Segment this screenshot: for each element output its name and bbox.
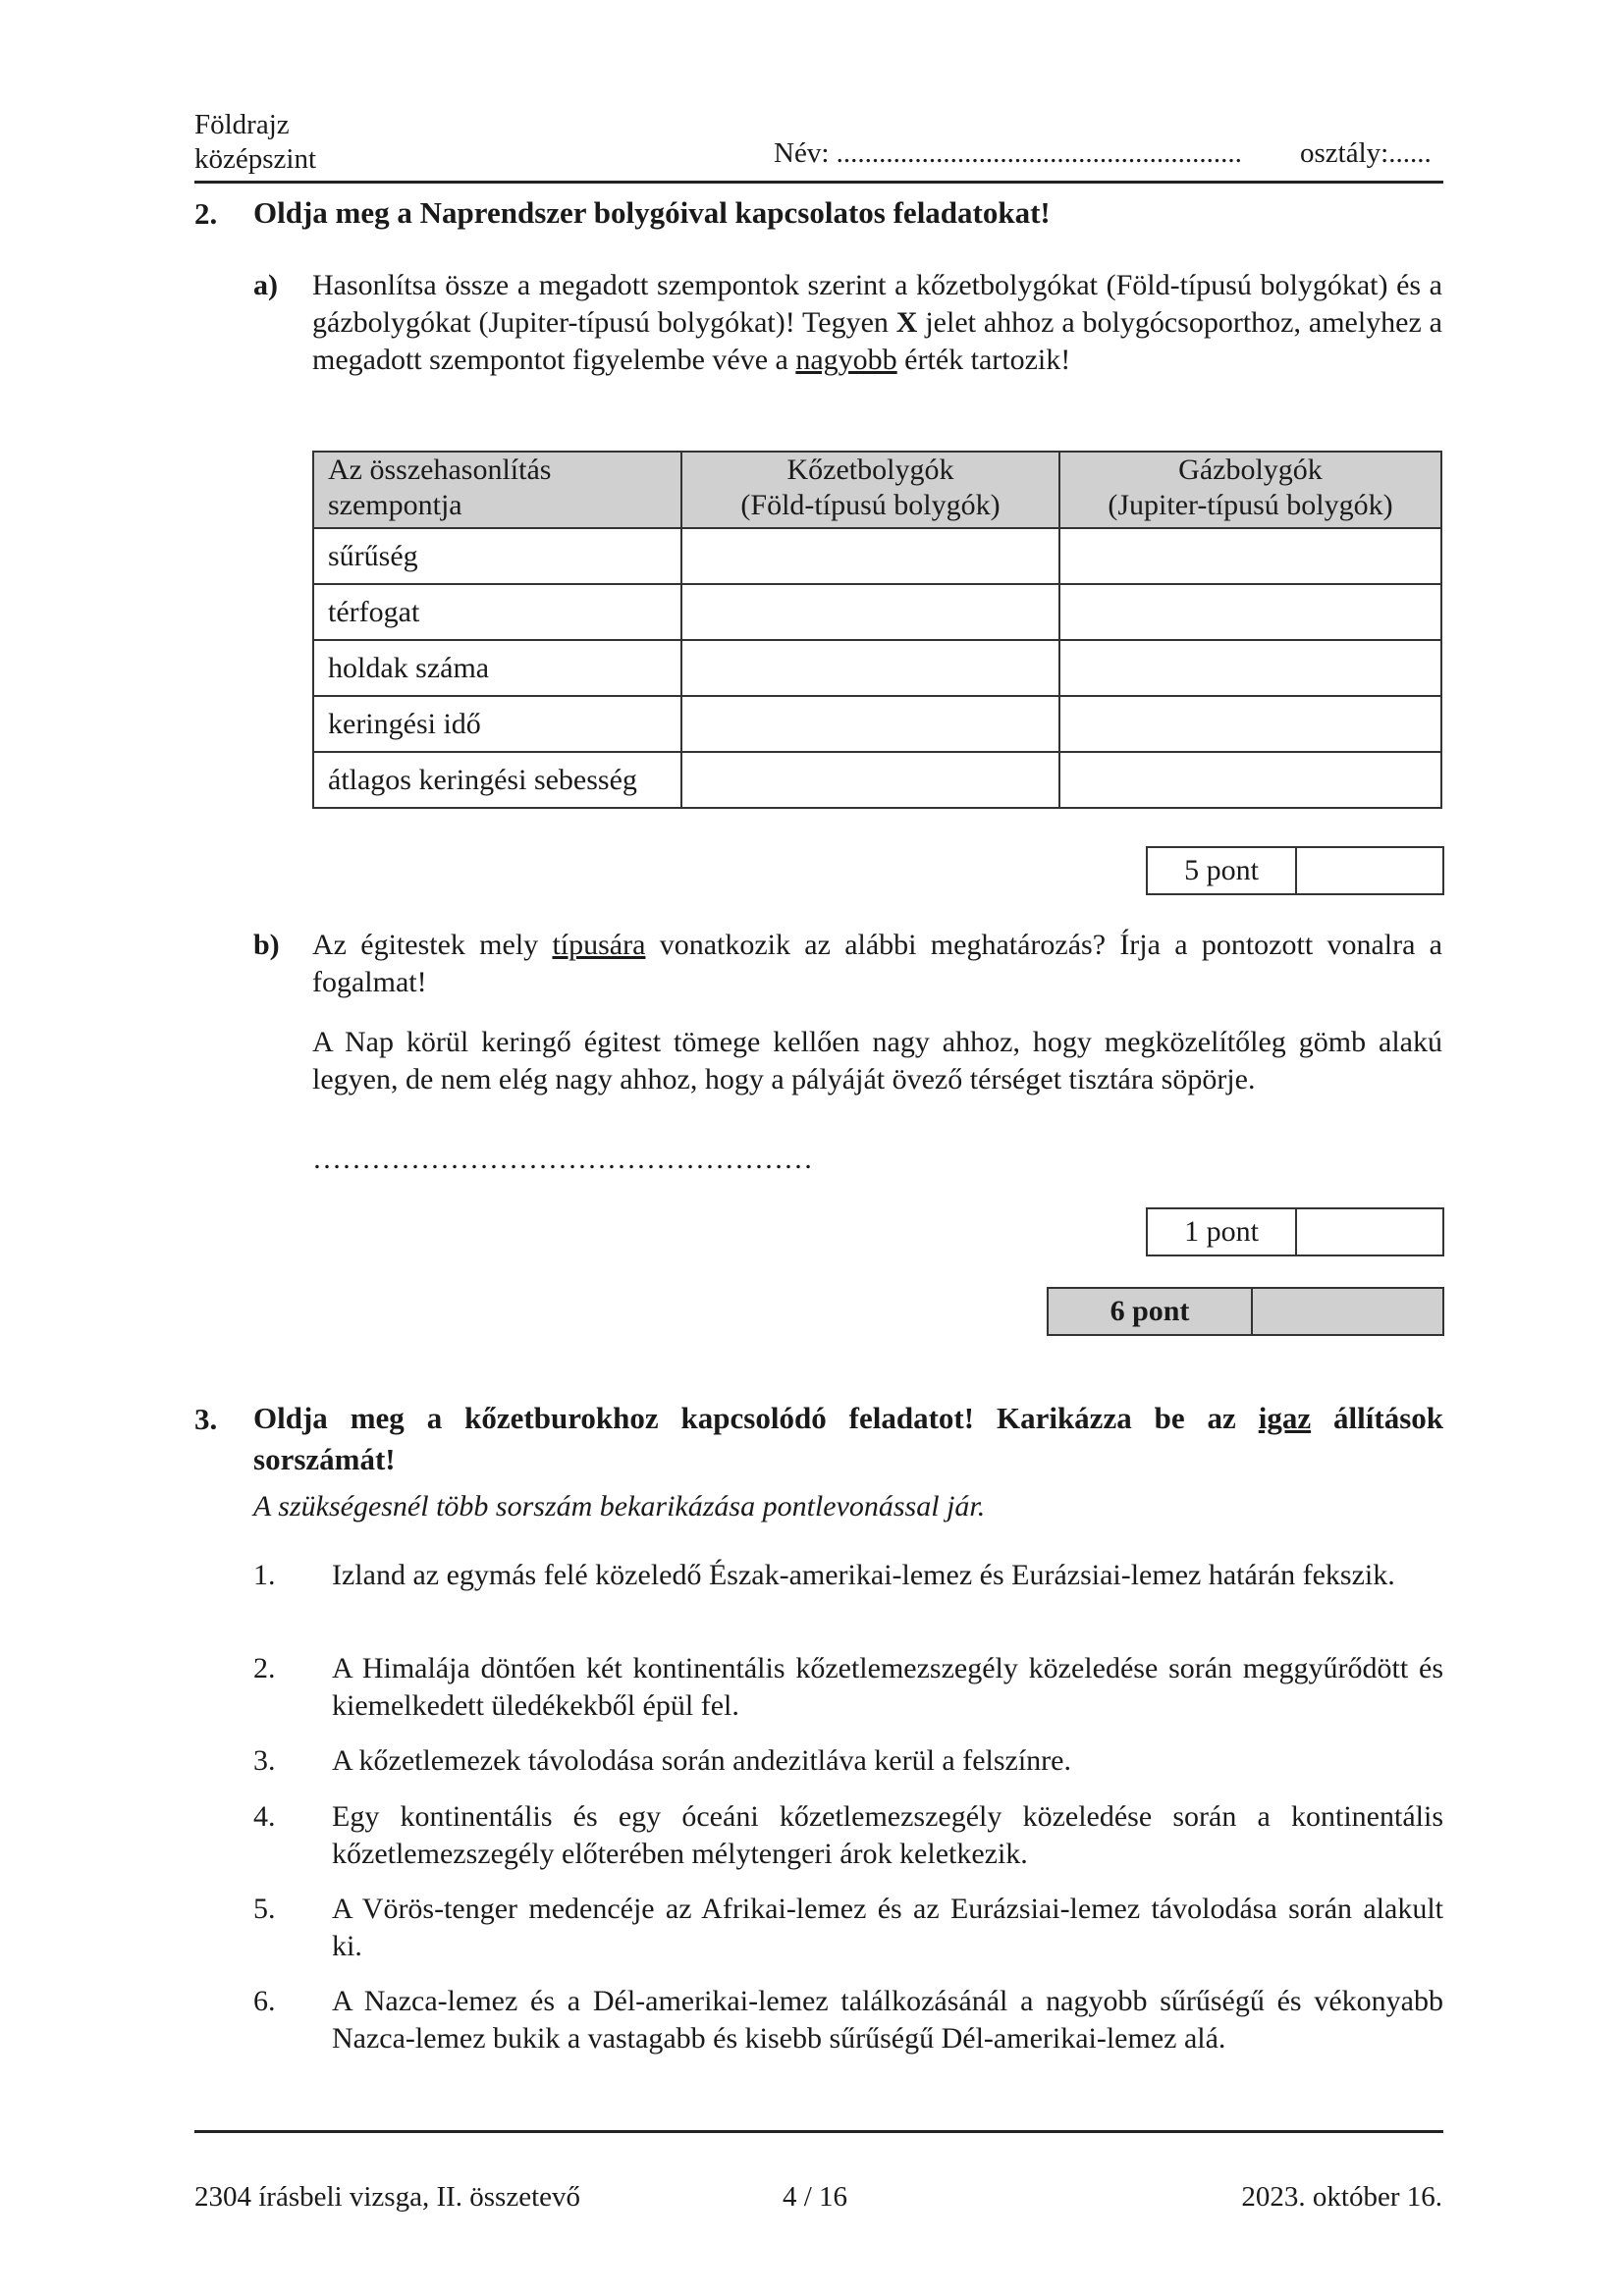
table-row — [313, 528, 1441, 584]
score-label: 1 pont — [1148, 1209, 1297, 1255]
table-row — [313, 752, 1441, 808]
table-row — [313, 696, 1441, 752]
answer-cell-gas[interactable] — [1059, 528, 1441, 584]
task2-title: Oldja meg a Naprendszer bolygóival kapcsolatos feladatokat! — [253, 195, 1051, 230]
total-score-input[interactable] — [1253, 1289, 1442, 1334]
item-number[interactable]: 4. — [253, 1800, 276, 1833]
total-score-box — [1047, 1287, 1444, 1336]
table-header-row — [313, 452, 1441, 528]
score-input[interactable] — [1297, 848, 1442, 893]
list-item[interactable] — [253, 1650, 1443, 1725]
item-text: A Vörös-tenger medencéje az Afrikai-lemez és az Eurázsiai-lemez távolodása során alakult ki. — [332, 1893, 1443, 1962]
answer-cell-gas[interactable] — [1059, 640, 1441, 696]
list-item[interactable] — [253, 1983, 1443, 2057]
subject-level: középszint — [194, 143, 317, 175]
table-row — [313, 584, 1441, 640]
answer-line[interactable]: …………………………………………… — [312, 1143, 813, 1175]
footer-exam-info: 2304 írásbeli vizsga, II. összetevő — [194, 2181, 581, 2213]
task3-title: Oldja meg a kőzetburokhoz kapcsolódó feladatot! Karikázza be az igaz állítások sorszámát! — [253, 1401, 1443, 1476]
name-field: Név: ......................................................... — [774, 137, 1242, 169]
header-rocky-planets: Kőzetbolygók (Föld-típusú bolygók) — [681, 452, 1059, 528]
row-criterion: sűrűség — [313, 528, 681, 584]
task2-number: 2. — [194, 196, 218, 231]
row-criterion: térfogat — [313, 584, 681, 640]
header-criterion: Az összehasonlítás szempontja — [313, 452, 681, 528]
item-text: A Nazca-lemez és a Dél-amerikai-lemez találkozásánál a nagyobb sűrűségű és vékonyabb Nazca-lemez bukik a vastagabb és kisebb sűrűségű Dél-amerikai-lemez alá. — [332, 1985, 1443, 2055]
header-rule — [194, 181, 1443, 184]
answer-cell-gas[interactable] — [1059, 696, 1441, 752]
footer-rule — [194, 2130, 1443, 2133]
task2b-definition: A Nap körül keringő égitest tömege kellően nagy ahhoz, hogy megközelítőleg gömb alakú legyen, de nem elég nagy ahhoz, hogy a pályáját övező térséget tisztára söpörje. — [312, 1026, 1442, 1095]
task2a-letter: a) — [253, 269, 278, 301]
item-text: Izland az egymás felé közeledő Észak-amerikai-lemez és Eurázsiai-lemez határán fekszik. — [332, 1559, 1395, 1591]
score-label: 5 pont — [1148, 848, 1297, 893]
answer-cell-gas[interactable] — [1059, 752, 1441, 808]
comparison-table — [312, 451, 1442, 809]
row-criterion: átlagos keringési sebesség — [313, 752, 681, 808]
task3-number: 3. — [194, 1402, 218, 1436]
list-item[interactable] — [253, 1557, 1443, 1594]
list-item[interactable] — [253, 1891, 1443, 1965]
total-score-label: 6 pont — [1049, 1289, 1253, 1334]
item-number[interactable]: 1. — [253, 1559, 276, 1591]
answer-cell-gas[interactable] — [1059, 584, 1441, 640]
item-text: A kőzetlemezek távolodása során andezitláva kerül a felszínre. — [332, 1744, 1071, 1777]
item-number[interactable]: 6. — [253, 1985, 276, 2017]
score-box-2b — [1146, 1207, 1444, 1256]
class-field: osztály:...... — [1300, 137, 1432, 169]
row-criterion: holdak száma — [313, 640, 681, 696]
answer-cell-rocky[interactable] — [681, 528, 1059, 584]
task2a-instruction: Hasonlítsa össze a megadott szempontok szerint a kőzetbolygókat (Föld-típusú bolygókat) és a gázbolygókat (Jupiter-típusú bolygókat)! Tegyen X jelet ahhoz a bolygócsoporthoz, amelyhez a megadott szempontot figyelembe véve a nagyobb érték tartozik! — [312, 269, 1442, 376]
answer-cell-rocky[interactable] — [681, 696, 1059, 752]
task2b-instruction: Az égitestek mely típusára vonatkozik az alábbi meghatározás? Írja a pontozott vonalra a fogalmat! — [312, 929, 1442, 998]
header-gas-planets: Gázbolygók (Jupiter-típusú bolygók) — [1059, 452, 1441, 528]
list-item[interactable] — [253, 1798, 1443, 1873]
footer-date: 2023. október 16. — [1241, 2181, 1442, 2213]
task3-note: A szükségesnél több sorszám bekarikázása pontlevonással jár. — [253, 1490, 986, 1522]
answer-cell-rocky[interactable] — [681, 752, 1059, 808]
header-subject — [194, 108, 316, 177]
subject-name: Földrajz — [194, 109, 290, 140]
item-text: Egy kontinentális és egy óceáni kőzetlemezszegély közeledése során a kontinentális kőzetlemezszegély előterében mélytengeri árok keletkezik. — [332, 1800, 1443, 1870]
score-input[interactable] — [1297, 1209, 1442, 1255]
footer-page-number: 4 / 16 — [783, 2181, 848, 2213]
answer-cell-rocky[interactable] — [681, 640, 1059, 696]
answer-cell-rocky[interactable] — [681, 584, 1059, 640]
score-box-2a — [1146, 846, 1444, 895]
list-item[interactable] — [253, 1742, 1443, 1780]
table-row — [313, 640, 1441, 696]
item-number[interactable]: 3. — [253, 1744, 276, 1777]
item-number[interactable]: 2. — [253, 1652, 276, 1684]
task2b-letter: b) — [253, 929, 280, 961]
row-criterion: keringési idő — [313, 696, 681, 752]
item-number[interactable]: 5. — [253, 1893, 276, 1925]
item-text: A Himalája döntően két kontinentális kőzetlemezszegély közeledése során meggyűrődött és kiemelkedett üledékekből épül fel. — [332, 1652, 1443, 1722]
